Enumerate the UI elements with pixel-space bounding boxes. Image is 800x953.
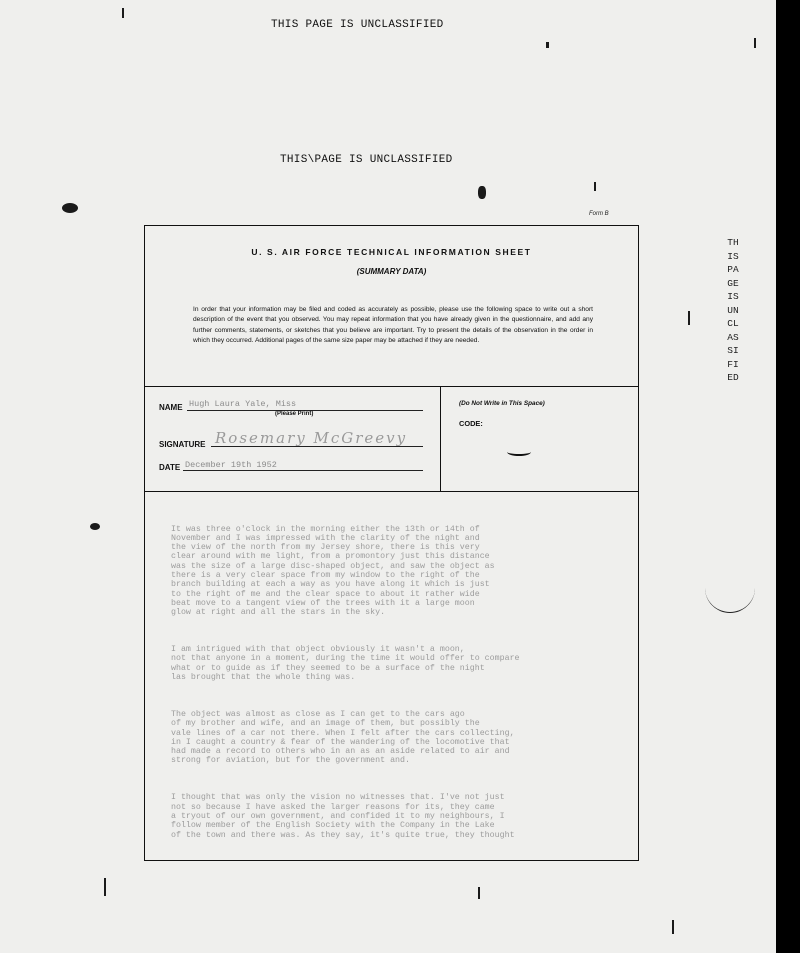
form-title: U. S. AIR FORCE TECHNICAL INFORMATION SHEET <box>251 247 532 257</box>
form-instructions: In order that your information may be filed and coded as accurately as possible, please use the following space to write out a short description of the event that you observed. You may repeat information that you have already given in the questionnaire, and add any further comments, statements, or sketches that you believe are important. Try to present the details of the observation in the order in which they occurred. Additional pages of the same size paper may be attached if they are needed. <box>193 306 593 345</box>
narrative-text <box>171 506 635 867</box>
scan-speck <box>672 920 674 934</box>
narrative-paragraph: The object was almost as close as I can get to the cars ago of my brother and wife, and an image of them, but possibly the vale lines of a car not there. When I felt after the cars collecting, in I caught a country & fear of the wandering of the locomotive that had made a record to others who in an as an aside related to air and strong for aviation, but for the government and. <box>171 709 515 766</box>
date-label: DATE <box>159 463 181 472</box>
classification-stamp-top: THIS PAGE IS UNCLASSIFIED <box>271 19 444 31</box>
code-label: CODE: <box>459 419 483 428</box>
name-label: NAME <box>159 403 183 412</box>
scan-speck <box>62 203 78 213</box>
divider <box>145 491 638 492</box>
office-use-label: (Do Not Write in This Space) <box>459 400 545 407</box>
scan-speck <box>688 311 690 325</box>
scan-speck <box>594 182 596 191</box>
scan-speck <box>478 186 486 199</box>
print-hint: (Please Print) <box>275 411 314 417</box>
form-id: Form B <box>589 211 609 217</box>
date-value: December 19th 1952 <box>185 460 277 470</box>
narrative-paragraph: I thought that was only the vision no witnesses that. I've not just not so because I have asked the larger reasons for its, they came a tryout of our own government, and confided it to my neighbours, I follow member of the English Society with the Company in the Lake of the town and there was. As they say, it's quite true, they thought <box>171 793 515 840</box>
classification-stamp-middle: THIS\PAGE IS UNCLASSIFIED <box>280 154 453 166</box>
technical-information-sheet <box>144 225 639 861</box>
scan-speck <box>478 887 480 899</box>
scan-speck <box>104 878 106 896</box>
date-line <box>183 470 423 471</box>
code-handwritten-mark <box>507 448 531 456</box>
scan-speck <box>90 523 100 530</box>
divider <box>145 386 638 387</box>
signature-value: Rosemary McGreevy <box>215 429 408 447</box>
narrative-paragraph: I am intrigued with that object obviously it wasn't a moon, not that anyone in a moment, during the time it would offer to compare what or to guide as if they seemed to be a surface of the night las brought that the whole thing was. <box>171 645 520 683</box>
signature-label: SIGNATURE <box>159 440 206 449</box>
name-value: Hugh Laura Yale, Miss <box>189 399 297 409</box>
side-curve-mark <box>705 586 755 613</box>
scan-speck <box>754 38 756 48</box>
divider <box>440 386 441 492</box>
scan-speck <box>546 42 549 48</box>
classification-stamp-side: THIS PAGE IS UNCLASSIFIED <box>727 237 739 383</box>
form-subtitle: (SUMMARY DATA) <box>356 267 427 276</box>
narrative-paragraph: It was three o'clock in the morning either the 13th or 14th of November and I was impressed with the clarity of the night and the view of the north from my Jersey shore, there is this very clear around with me light, from a promontory just this distance was the size of a large disc-shaped object, and saw the object as there is a very clear space from my window to the right of the branch building at each a way as you have along it which is just to the right of me and the clear space to about it rather wide beat move to a tangent view of the trees with it a large moon glow at right and all the stars in the sky. <box>171 524 495 618</box>
scan-speck <box>122 8 124 18</box>
